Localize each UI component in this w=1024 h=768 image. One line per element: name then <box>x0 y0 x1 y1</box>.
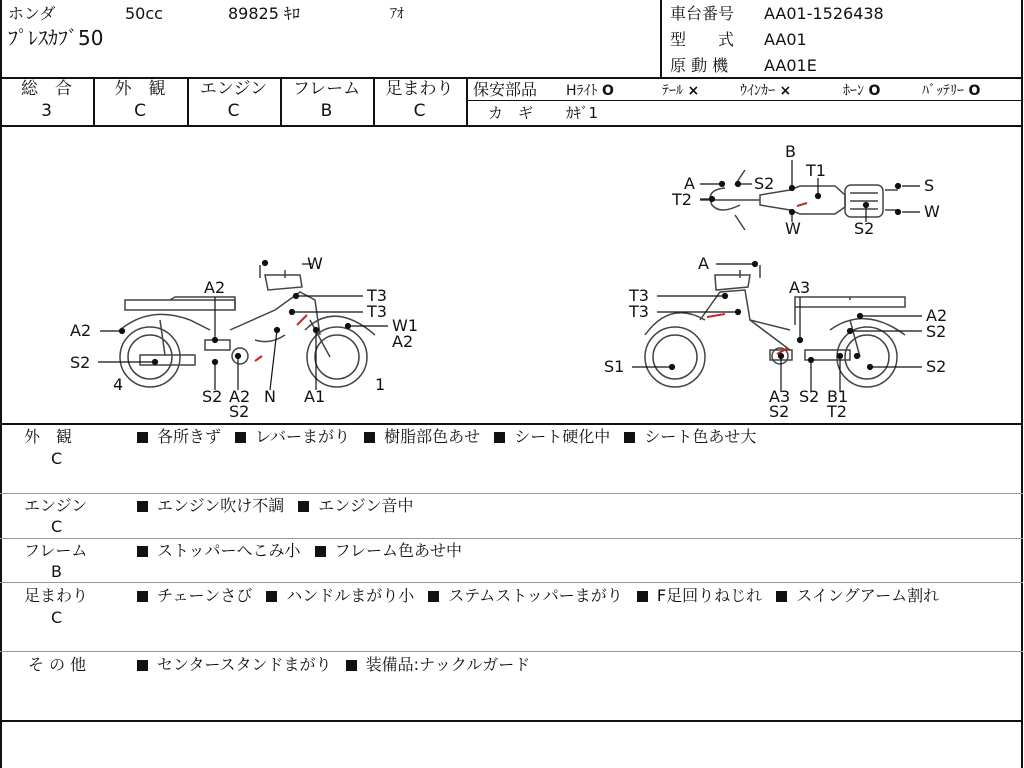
remark-category: 足まわり <box>24 586 89 605</box>
model-name: ﾌﾟﾚｽｶﾌﾞ50 <box>8 26 104 50</box>
diagram-label: A2 <box>229 387 251 406</box>
rule-remark <box>0 582 1023 583</box>
defect-item: シート硬化中 <box>514 427 611 446</box>
defect-item: 各所きず <box>157 427 222 446</box>
diagram-label: A3 <box>789 278 811 297</box>
body-color: ｱｵ <box>390 6 404 22</box>
grade-divider <box>466 78 468 126</box>
diagram-label: S2 <box>70 353 91 372</box>
remark-grade: C <box>51 449 63 468</box>
diagram-label: W <box>924 202 940 221</box>
remark-category: フレーム <box>24 541 88 560</box>
diagram-label: S1 <box>604 357 625 376</box>
rule-diagram <box>0 423 1023 425</box>
defect-item: F足回りねじれ <box>656 586 763 605</box>
frame-no-label: 車台番号 <box>670 4 735 23</box>
grade-engine-label: エンジン <box>199 79 268 99</box>
remark-items <box>137 656 539 674</box>
diagram-label: S2 <box>754 174 775 193</box>
diagram-label: W1 <box>392 316 418 335</box>
diagram-label: A2 <box>204 278 226 297</box>
diagram-label: A1 <box>304 387 326 406</box>
grade-suspension-label: 足まわり <box>385 79 454 99</box>
diagram-label: A2 <box>70 321 92 340</box>
defect-item: シート色あせ大 <box>644 427 757 446</box>
diagram-label: A <box>684 174 695 193</box>
diagram-label: T2 <box>827 402 847 421</box>
diagram-label: S2 <box>926 322 947 341</box>
grade-frame-value: B <box>320 101 333 121</box>
diagram-label: N <box>264 387 276 406</box>
defect-item: エンジン音中 <box>318 496 414 515</box>
diagram-label: 4 <box>113 375 124 394</box>
defect-item: ハンドルまがり小 <box>286 586 415 605</box>
diagram-label: A2 <box>926 306 948 325</box>
type-value: AA01 <box>764 30 807 49</box>
rule-remark <box>0 538 1023 539</box>
remark-category: そ の 他 <box>28 655 87 674</box>
safety-label: 保安部品 <box>473 80 538 99</box>
remark-category: 外 観 <box>24 427 73 446</box>
type-label: 型 式 <box>670 30 735 49</box>
diagram-label: A3 <box>769 387 791 406</box>
grade-exterior-value: C <box>134 101 146 121</box>
bike-side-left <box>120 265 375 387</box>
engine-value: AA01E <box>764 56 817 75</box>
frame-no: AA01-1526438 <box>764 4 884 23</box>
defect-item: フレーム色あせ中 <box>334 541 462 560</box>
diagram-label: 1 <box>375 375 386 394</box>
displacement: 50cc <box>125 4 163 23</box>
grade-overall-label: 総 合 <box>21 79 72 99</box>
diagram-label: S <box>924 176 935 195</box>
remark-items <box>137 428 765 446</box>
diagram-label: W <box>785 219 801 238</box>
engine-label: 原 動 機 <box>670 56 729 75</box>
safety-winker-mark: × <box>779 83 792 99</box>
defect-item: ステムストッパーまがり <box>448 586 623 605</box>
key-value: ｶｷﾞ1 <box>566 104 599 122</box>
defect-item: レバーまがり <box>255 427 350 446</box>
safety-horn: ﾎｰﾝ O <box>843 83 881 99</box>
safety-headlight-mark: O <box>601 83 614 99</box>
diagram-label: A <box>698 254 709 273</box>
grade-overall-value: 3 <box>41 101 52 121</box>
defect-item: エンジン吹け不調 <box>157 496 285 515</box>
diagram-label: T2 <box>672 190 692 209</box>
defect-item: ストッパーへこみ小 <box>157 541 301 560</box>
diagram-label: T3 <box>367 302 387 321</box>
header-divider <box>660 0 662 78</box>
diagram-label: W <box>307 254 323 273</box>
damage-diagram <box>0 126 1022 424</box>
remark-category: エンジン <box>24 496 88 515</box>
defect-item: 樹脂部色あせ <box>384 427 481 446</box>
diagram-label: S2 <box>202 387 223 406</box>
safety-horn-mark: O <box>868 83 881 99</box>
mileage: 89825 ｷﾛ <box>228 4 300 23</box>
diagram-label: S2 <box>854 219 875 238</box>
remark-items <box>137 497 423 515</box>
diagram-label: B <box>785 142 796 161</box>
rule-remark <box>0 651 1023 652</box>
remark-grade: B <box>51 562 62 581</box>
defect-item: スイングアーム割れ <box>796 586 940 605</box>
bike-side-right <box>645 265 905 387</box>
defect-item: 装備品:ナックルガード <box>365 655 531 674</box>
diagram-label: B1 <box>827 387 849 406</box>
grade-engine-value: C <box>227 101 240 121</box>
grade-frame-label: フレーム <box>292 79 361 99</box>
rule-remark <box>0 493 1023 494</box>
grade-exterior-label: 外 観 <box>114 79 166 99</box>
diagram-label: T3 <box>629 302 649 321</box>
safety-tail: ﾃｰﾙ × <box>662 83 700 99</box>
remark-items <box>137 587 948 605</box>
safety-battery-mark: O <box>968 83 981 99</box>
safety-headlight: Hﾗｲﾄ O <box>566 83 614 99</box>
diagram-label: T3 <box>367 286 387 305</box>
remark-grade: C <box>51 608 63 627</box>
maker: ホンダ <box>8 4 56 23</box>
diagram-label: T1 <box>806 161 826 180</box>
grade-suspension-value: C <box>413 101 426 121</box>
diagram-label: T3 <box>629 286 649 305</box>
defect-item: センタースタンドまがり <box>157 655 332 674</box>
diagram-label: S2 <box>769 402 790 421</box>
diagram-label: S2 <box>926 357 947 376</box>
safety-tail-mark: × <box>687 83 700 99</box>
diagram-label: A2 <box>392 332 414 351</box>
safety-winker: ｳｲﾝｶｰ × <box>740 83 792 99</box>
safety-battery: ﾊﾞｯﾃﾘｰ O <box>922 83 981 99</box>
remark-grade: C <box>51 517 63 536</box>
diagram-label: S2 <box>799 387 820 406</box>
defect-item: チェーンさび <box>157 586 253 605</box>
key-label: カ ギ <box>488 104 534 122</box>
rule-bottom <box>0 720 1023 722</box>
remark-items <box>137 542 471 560</box>
rule-safety <box>468 100 1023 101</box>
diagram-label: S2 <box>229 402 250 421</box>
